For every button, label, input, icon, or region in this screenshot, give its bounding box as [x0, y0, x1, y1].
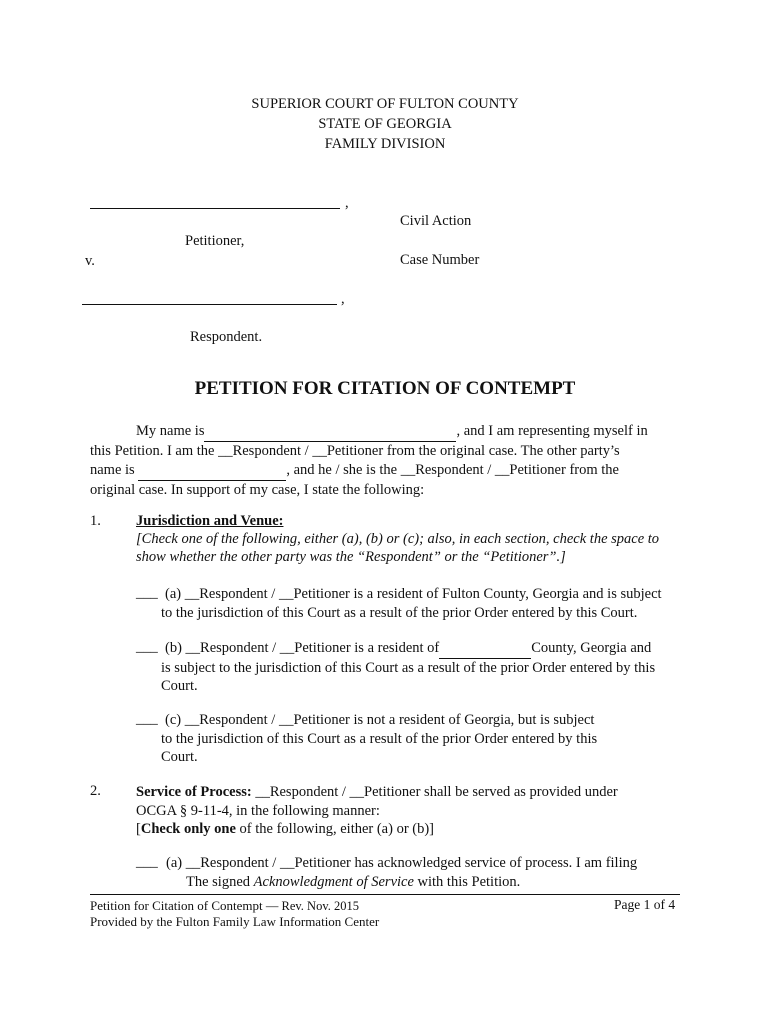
- case-number-label: Case Number: [400, 252, 480, 268]
- respondent-name-blank[interactable]: [82, 304, 337, 305]
- footer-rule: [90, 894, 680, 895]
- section-2a-checkbox[interactable]: ___: [136, 854, 158, 870]
- my-name-blank[interactable]: [204, 422, 456, 442]
- versus-label: v.: [85, 253, 95, 269]
- section-1-heading: Jurisdiction and Venue:: [136, 513, 284, 529]
- petitioner-label: Petitioner,: [185, 233, 245, 249]
- section-1-instruction-1: [Check one of the following, either (a), (b) or (c); also, in each section, check the space to: [136, 531, 660, 547]
- court-name: SUPERIOR COURT OF FULTON COUNTY: [251, 96, 519, 112]
- petitioner-comma: ,: [345, 195, 349, 211]
- intro-line-3: name is , and he / she is the __Respondent / __Petitioner from the: [90, 461, 690, 481]
- footer-provider: Provided by the Fulton Family Law Information Center: [90, 914, 380, 929]
- section-2a-text: (a) __Respondent / __Petitioner has acknowledged service of process. I am filing The signed Acknowledgment of Service with this Petition.: [166, 855, 638, 890]
- section-1c-text: (c) __Respondent / __Petitioner is not a resident of Georgia, but is subject to the jurisdiction of this Court as a result of the prior Order entered by this Court.: [161, 712, 598, 765]
- respondent-label: Respondent.: [190, 329, 263, 345]
- state-name: STATE OF GEORGIA: [318, 116, 452, 132]
- intro-line-1: My name is , and I am representing myself in: [90, 422, 690, 442]
- section-1-number: 1.: [90, 513, 101, 529]
- section-2-number: 2.: [90, 783, 101, 799]
- section-1a-text: (a) __Respondent / __Petitioner is a resident of Fulton County, Georgia and is subject to the jurisdiction of this Court as a result of the prior Order entered by this Court.: [161, 586, 662, 621]
- section-2-text: Service of Process: __Respondent / __Petitioner shall be served as provided under OCGA § 9-11-4, in the following manner: [Check only one of the following, either (a) or (b)]: [136, 784, 618, 837]
- section-1c-checkbox[interactable]: ___: [136, 711, 158, 727]
- division-name: FAMILY DIVISION: [324, 136, 446, 152]
- section-1b-checkbox[interactable]: ___: [136, 639, 158, 655]
- page-number: Page 1 of 4: [614, 897, 676, 912]
- section-1b-text: (b) __Respondent / __Petitioner is a resident of County, Georgia and is subject to the jurisdiction of this Court as a result of the prior Order entered by this Court.: [161, 640, 656, 694]
- intro-line-2: this Petition. I am the __Respondent / __Petitioner from the original case. The other party’s: [90, 443, 620, 459]
- intro-line-4: original case. In support of my case, I state the following:: [90, 482, 425, 498]
- section-1a-checkbox[interactable]: ___: [136, 585, 158, 601]
- section-2-heading: Service of Process:: [136, 784, 252, 800]
- respondent-comma: ,: [341, 291, 345, 307]
- petitioner-name-blank[interactable]: [90, 208, 340, 209]
- document-title: PETITION FOR CITATION OF CONTEMPT: [194, 378, 576, 399]
- footer-form-name: Petition for Citation of Contempt — Rev. Nov. 2015: [90, 898, 360, 913]
- county-name-blank[interactable]: [439, 639, 531, 659]
- civil-action-label: Civil Action: [400, 213, 472, 229]
- other-party-name-blank[interactable]: [138, 461, 286, 481]
- section-1-instruction-2: show whether the other party was the “Respondent” or the “Petitioner”.]: [136, 549, 566, 565]
- intro-paragraph: [90, 422, 690, 500]
